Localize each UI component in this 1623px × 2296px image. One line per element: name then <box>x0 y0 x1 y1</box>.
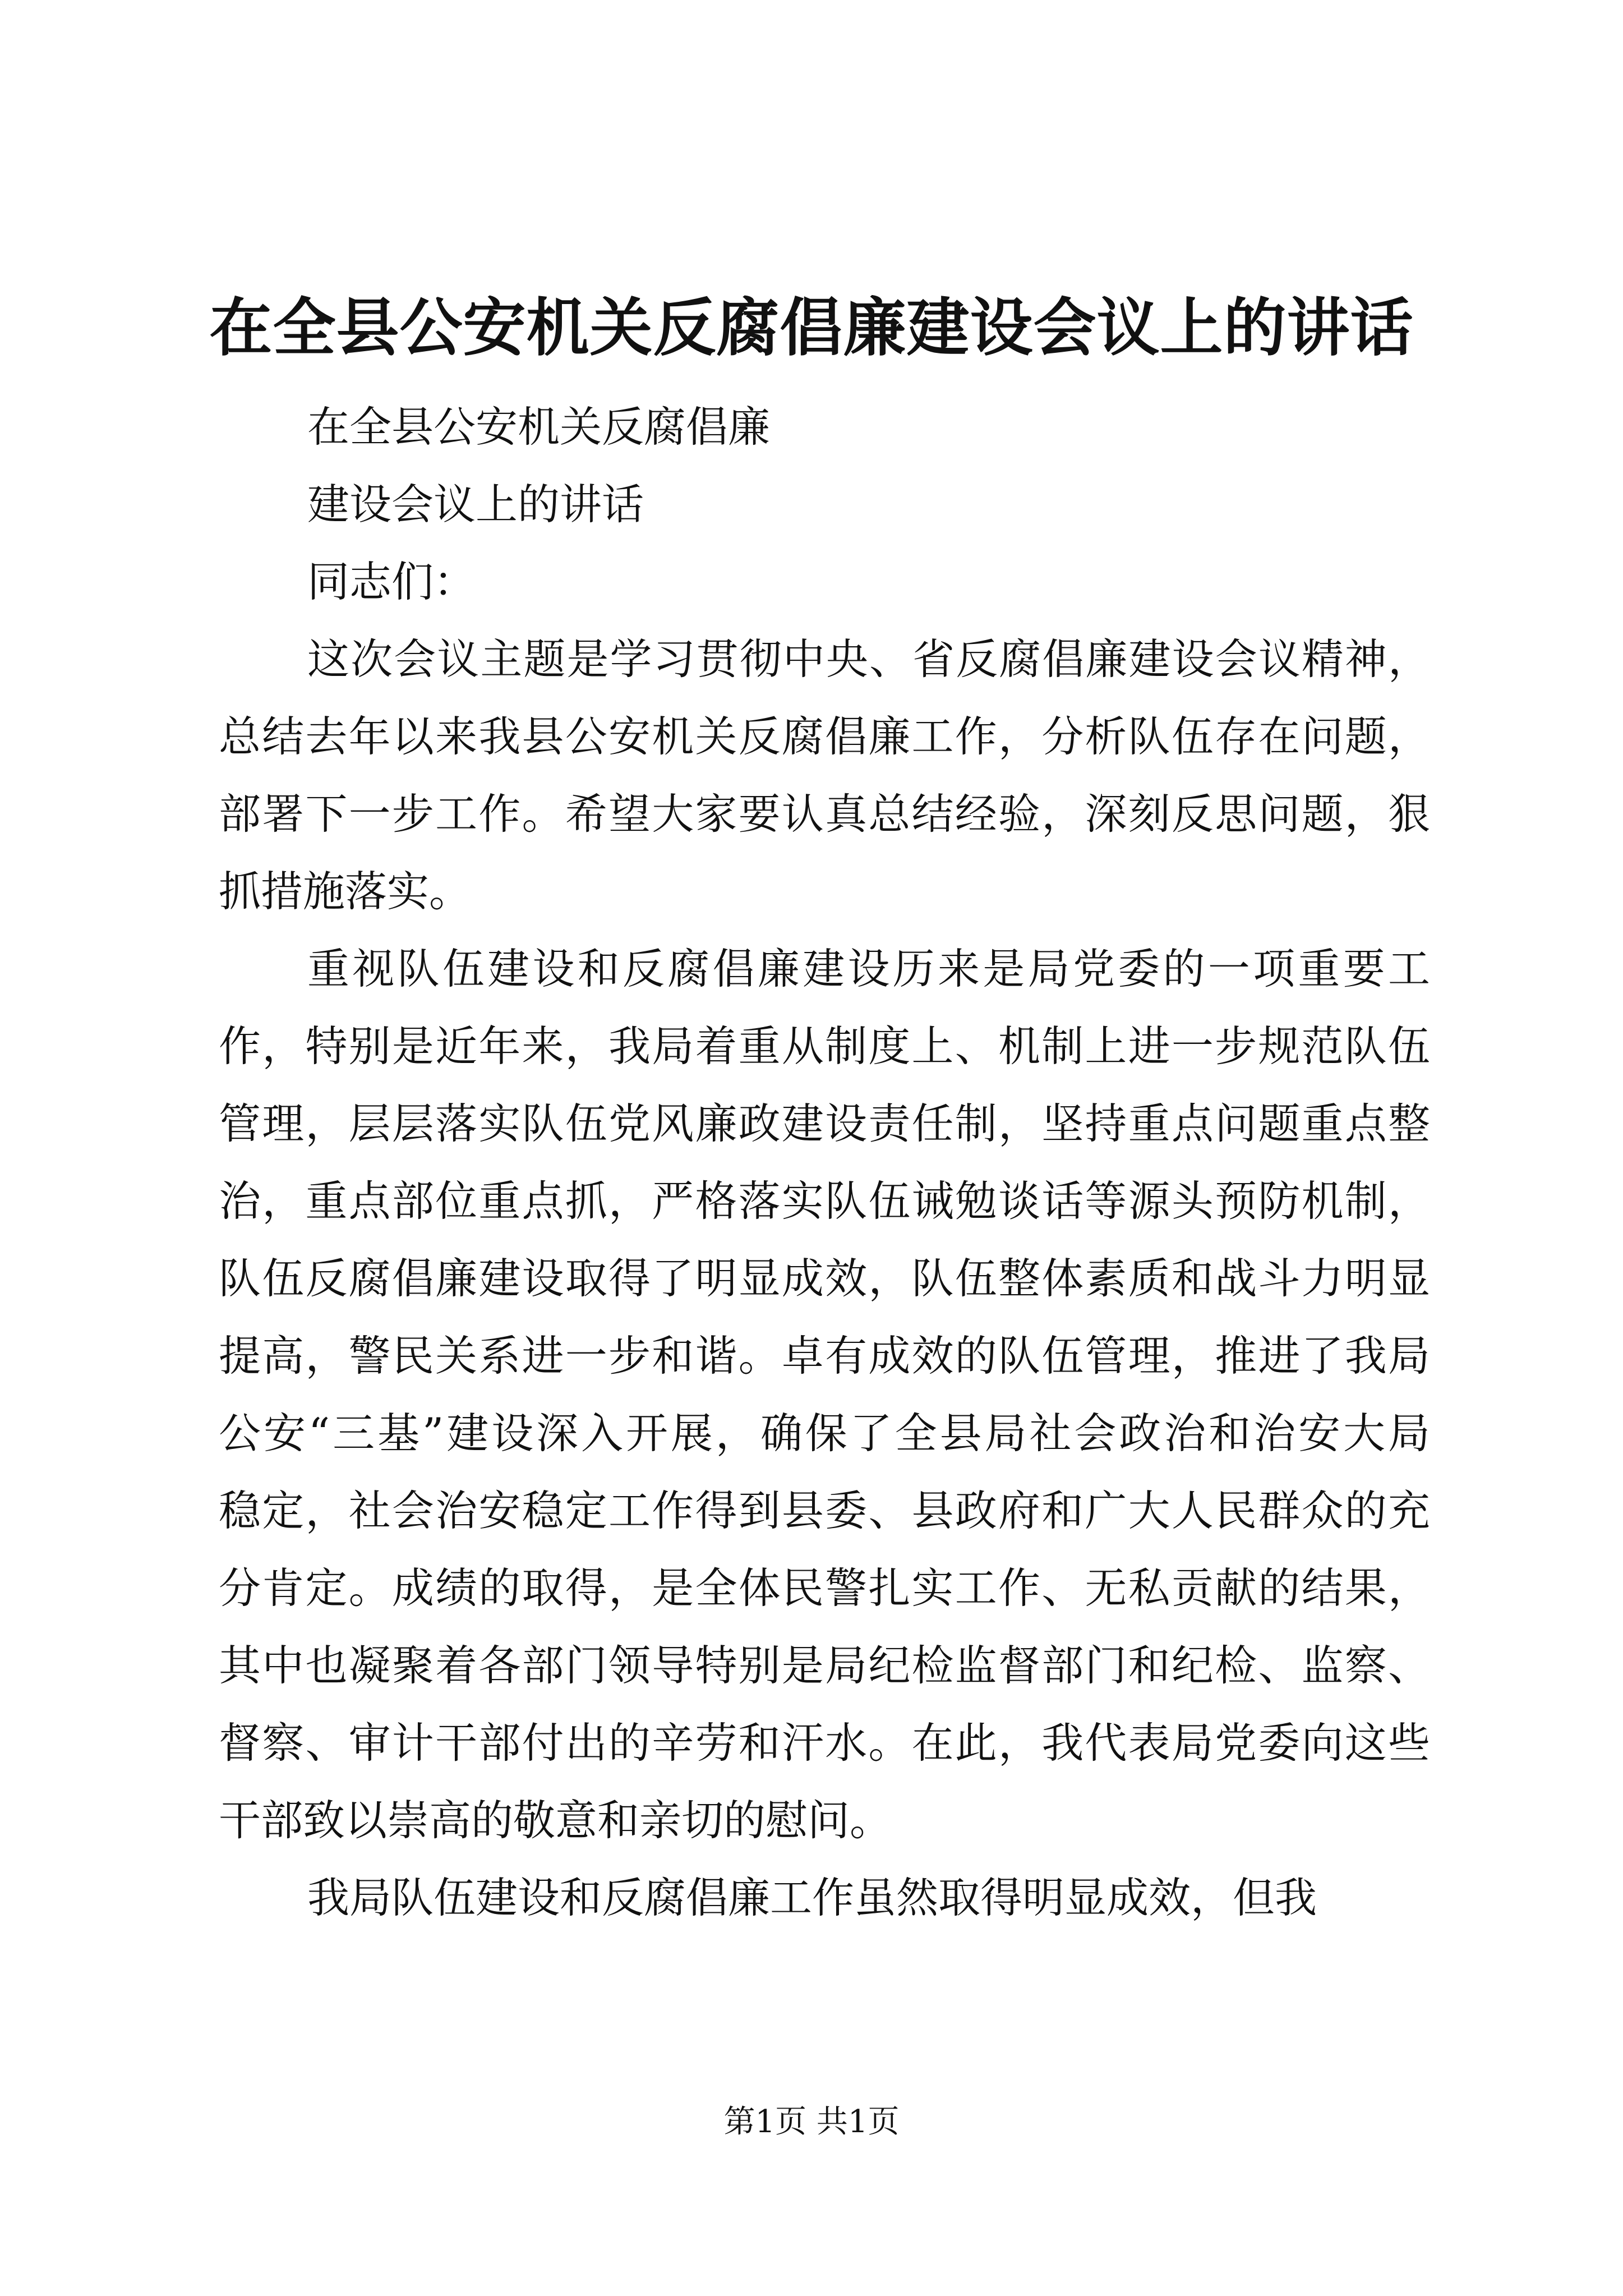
text-line: 重视队伍建设和反腐倡廉建设历来是局党委的一项重要工 <box>307 944 1430 993</box>
page-title: 在全县公安机关反腐倡廉建设会议上的讲话 <box>209 291 1414 365</box>
text-line: 在全县公安机关反腐倡廉 <box>307 402 771 452</box>
text-line: 公安“三基”建设深入开展，确保了全县局社会政治和治安大局 <box>219 1409 1430 1458</box>
text-line: 提高，警民关系进一步和谐。卓有成效的队伍管理，推进了我局 <box>219 1331 1430 1381</box>
page-footer: 第1页 共1页 <box>723 2104 900 2140</box>
text-line: 部署下一步工作。希望大家要认真总结经验，深刻反思问题，狠 <box>219 789 1430 839</box>
text-line: 稳定，社会治安稳定工作得到县委、县政府和广大人民群众的充 <box>219 1486 1430 1535</box>
text-line: 队伍反腐倡廉建设取得了明显成效，队伍整体素质和战斗力明显 <box>219 1254 1430 1303</box>
text-line: 建设会议上的讲话 <box>307 480 644 529</box>
text-line: 分肯定。成绩的取得，是全体民警扎实工作、无私贡献的结果， <box>219 1563 1430 1613</box>
document-body <box>219 388 1430 1936</box>
text-line: 这次会议主题是学习贯彻中央、省反腐倡廉建设会议精神， <box>307 634 1430 684</box>
text-line: 督察、审计干部付出的辛劳和汗水。在此，我代表局党委向这些 <box>219 1718 1430 1768</box>
text-line: 干部致以崇高的敬意和亲切的慰问。 <box>219 1796 892 1845</box>
text-line: 治，重点部位重点抓，严格落实队伍诫勉谈话等源头预防机制， <box>219 1176 1430 1226</box>
text-line: 其中也凝聚着各部门领导特别是局纪检监督部门和纪检、监察、 <box>219 1641 1430 1690</box>
text-line: 我局队伍建设和反腐倡廉工作虽然取得明显成效，但我 <box>307 1873 1317 1922</box>
text-line: 作，特别是近年来，我局着重从制度上、机制上进一步规范队伍 <box>219 1022 1430 1071</box>
text-line: 抓措施落实。 <box>219 867 472 916</box>
text-line: 同志们： <box>307 557 476 606</box>
text-line: 总结去年以来我县公安机关反腐倡廉工作，分析队伍存在问题， <box>219 712 1430 761</box>
text-line: 管理，层层落实队伍党风廉政建设责任制，坚持重点问题重点整 <box>219 1099 1430 1148</box>
